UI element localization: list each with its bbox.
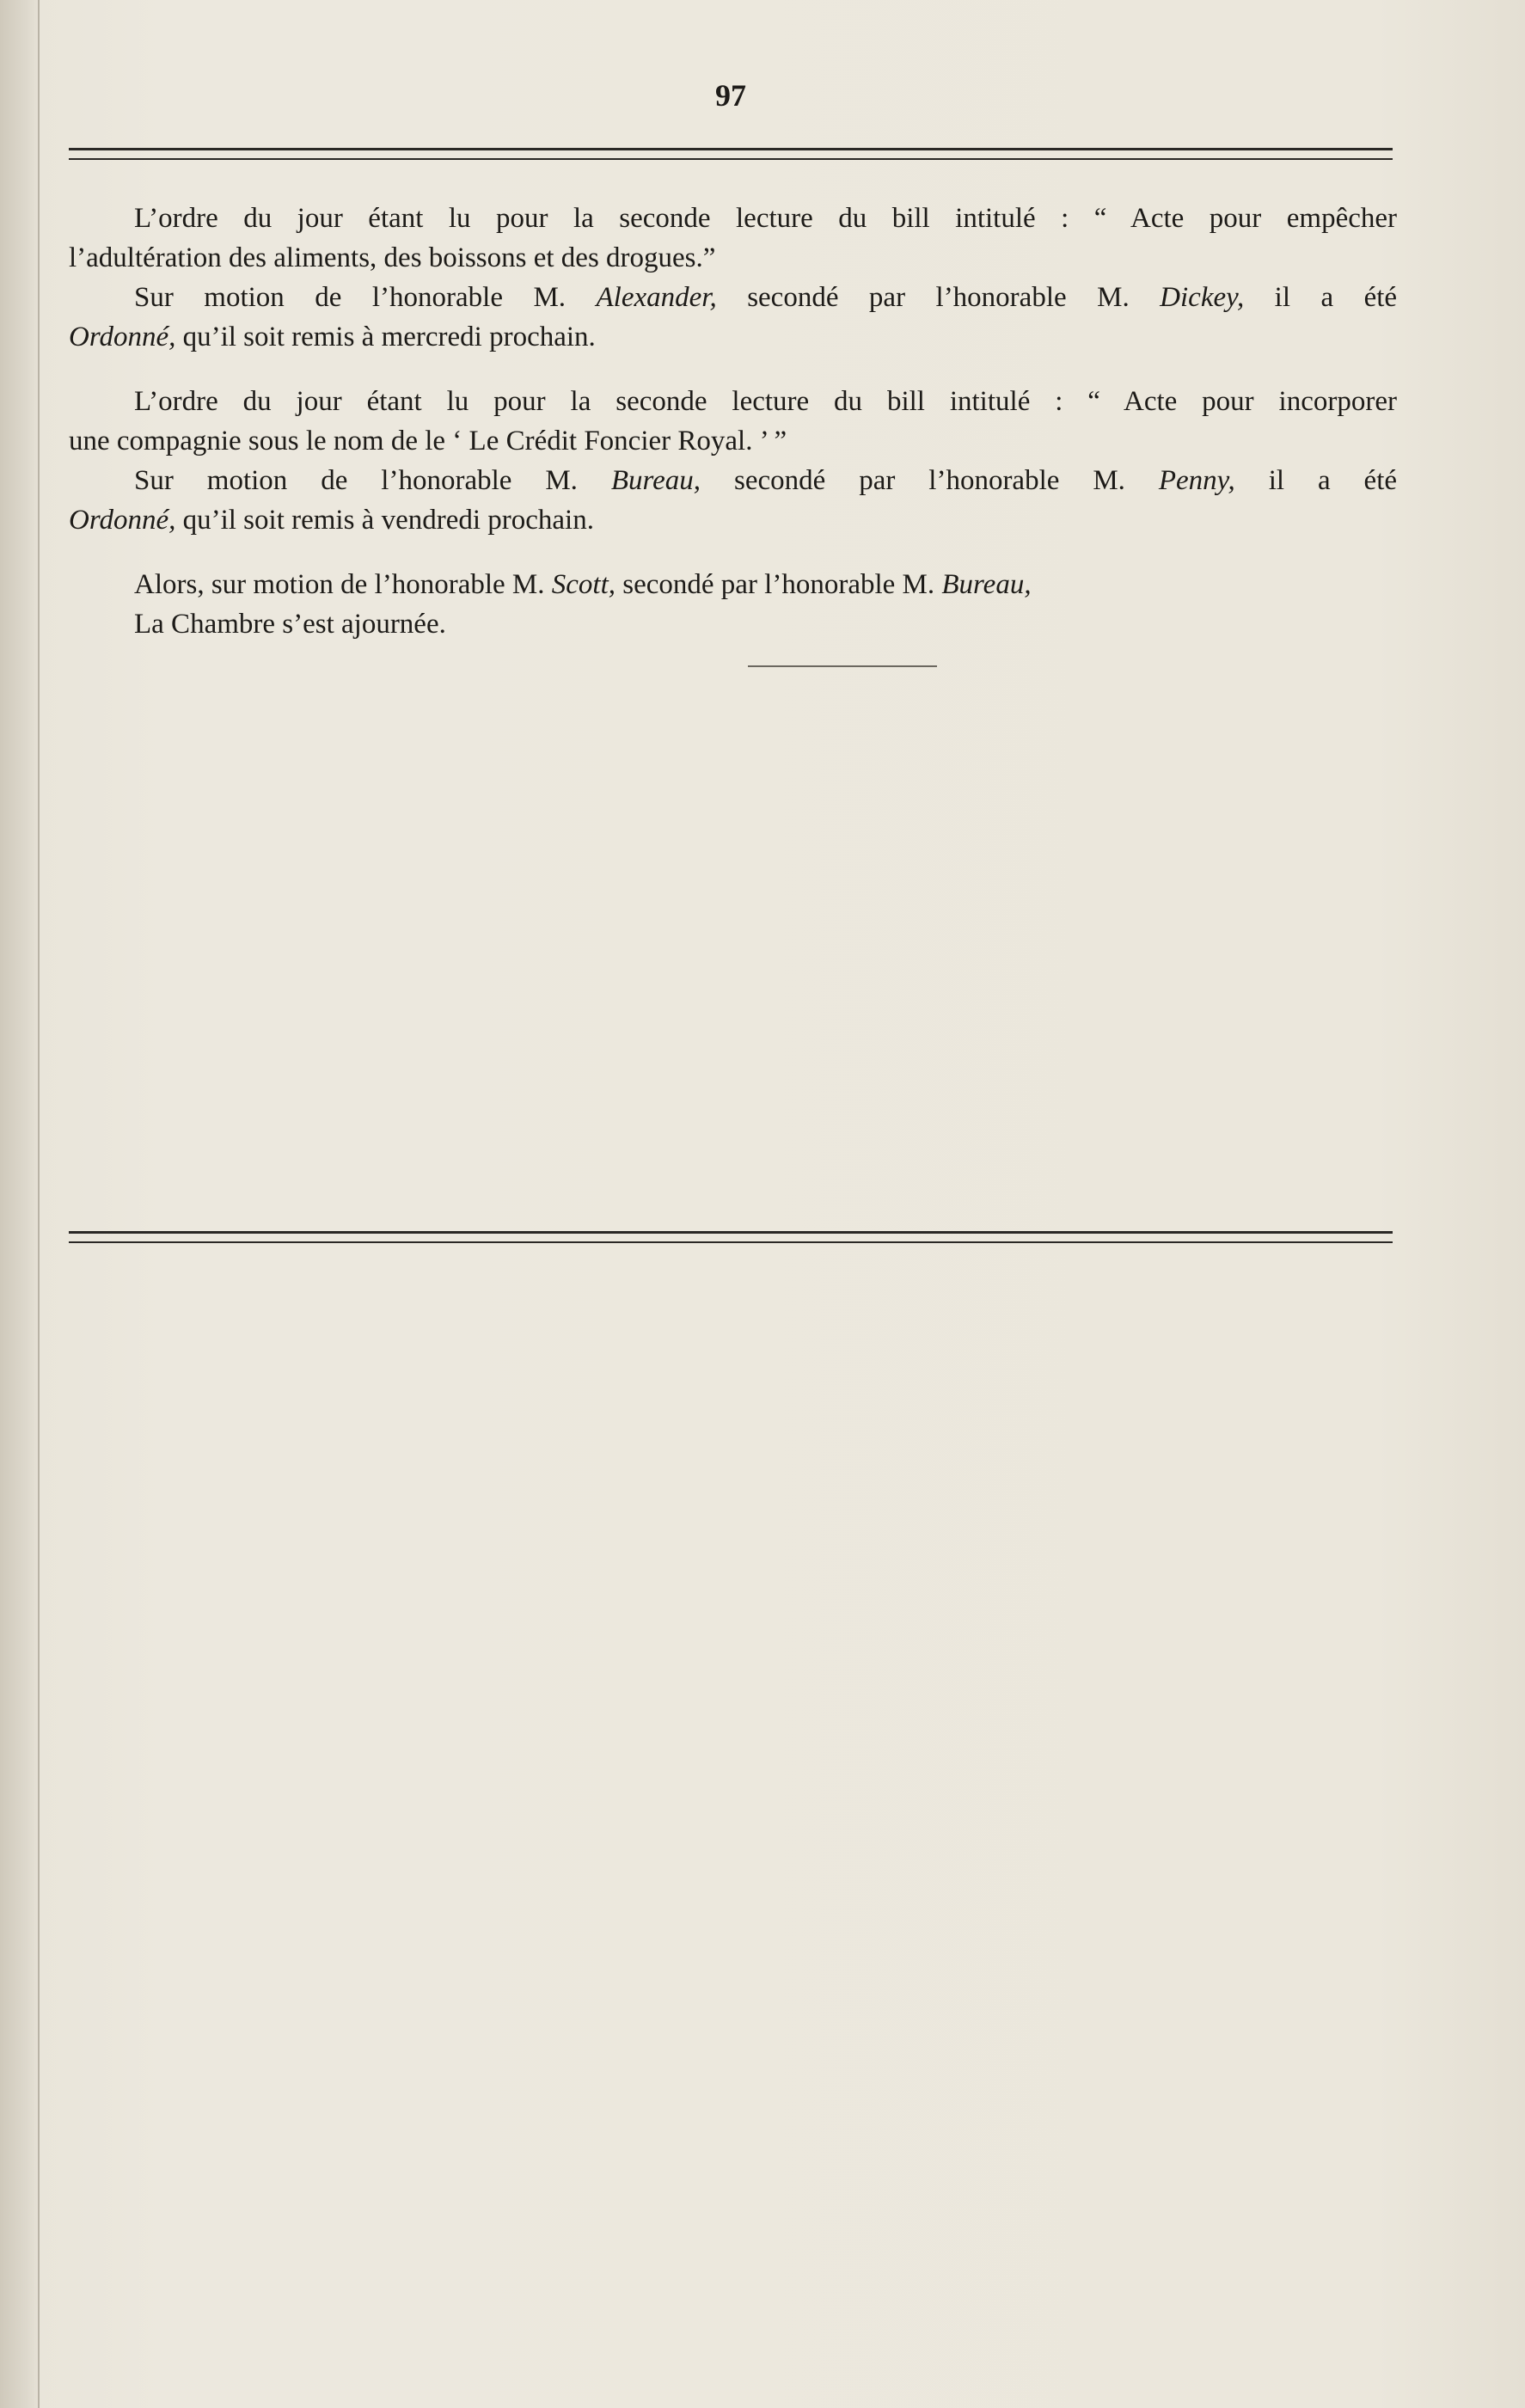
item-2-motion-prefix: Sur motion de l’honorable M. bbox=[134, 465, 578, 496]
item-1-title-continuation: l’adultération des aliments, des boissons et des drogues.” bbox=[69, 242, 716, 273]
footer-double-rule bbox=[69, 1231, 1393, 1243]
item-2-title-line: L’ordre du jour étant lu pour la seconde lecture du bill intitulé : “ Acte pour incorporer bbox=[134, 386, 1397, 417]
adjournment-paragraph bbox=[69, 565, 1397, 644]
adjournment-statement: La Chambre s’est ajournée. bbox=[134, 609, 446, 640]
item-2-ordered-rest: qu’il soit remis à vendredi prochain. bbox=[182, 505, 594, 536]
adjournment-seconder: Bureau, bbox=[941, 569, 1032, 600]
adjournment-prefix: Alors, sur motion de l’honorable M. bbox=[134, 569, 545, 600]
item-1-seconder: Dickey, bbox=[1160, 282, 1245, 313]
adjournment-mover: Scott, bbox=[551, 569, 616, 600]
order-of-day-item-1 bbox=[69, 199, 1397, 357]
item-1-order bbox=[69, 317, 1397, 357]
page-number: 97 bbox=[715, 78, 746, 113]
header-double-rule bbox=[69, 148, 1393, 160]
item-2-ordered: Ordonné, bbox=[69, 505, 176, 536]
item-2-seconder-prefix: secondé par l’honorable M. bbox=[734, 465, 1125, 496]
item-1-seconder-prefix: secondé par l’honorable M. bbox=[747, 282, 1130, 313]
item-2-seconder: Penny, bbox=[1158, 465, 1235, 496]
adjournment-middle: secondé par l’honorable M. bbox=[622, 569, 935, 600]
item-1-ordered-rest: qu’il soit remis à mercredi prochain. bbox=[182, 322, 596, 352]
section-end-rule bbox=[748, 665, 937, 667]
item-2-title-continuation: une compagnie sous le nom de le ‘ Le Crédit Foncier Royal. ’ ” bbox=[69, 426, 787, 456]
item-1-motion-prefix: Sur motion de l’honorable M. bbox=[134, 282, 567, 313]
item-2-order bbox=[69, 500, 1397, 540]
item-1-motion bbox=[69, 278, 1397, 317]
item-1-mover: Alexander, bbox=[596, 282, 717, 313]
item-1-ordered: Ordonné, bbox=[69, 322, 176, 352]
item-1-result-suffix: il a été bbox=[1274, 282, 1398, 313]
order-of-day-item-2 bbox=[69, 382, 1397, 540]
item-2-result-suffix: il a été bbox=[1268, 465, 1398, 496]
page-binding-edge bbox=[0, 0, 40, 2408]
adjournment-motion bbox=[69, 565, 1397, 604]
item-2-mover: Bureau, bbox=[610, 465, 701, 496]
item-2-motion bbox=[69, 461, 1397, 500]
item-1-title-line: L’ordre du jour étant lu pour la seconde lecture du bill intitulé : “ Acte pour empêcher bbox=[134, 203, 1397, 234]
